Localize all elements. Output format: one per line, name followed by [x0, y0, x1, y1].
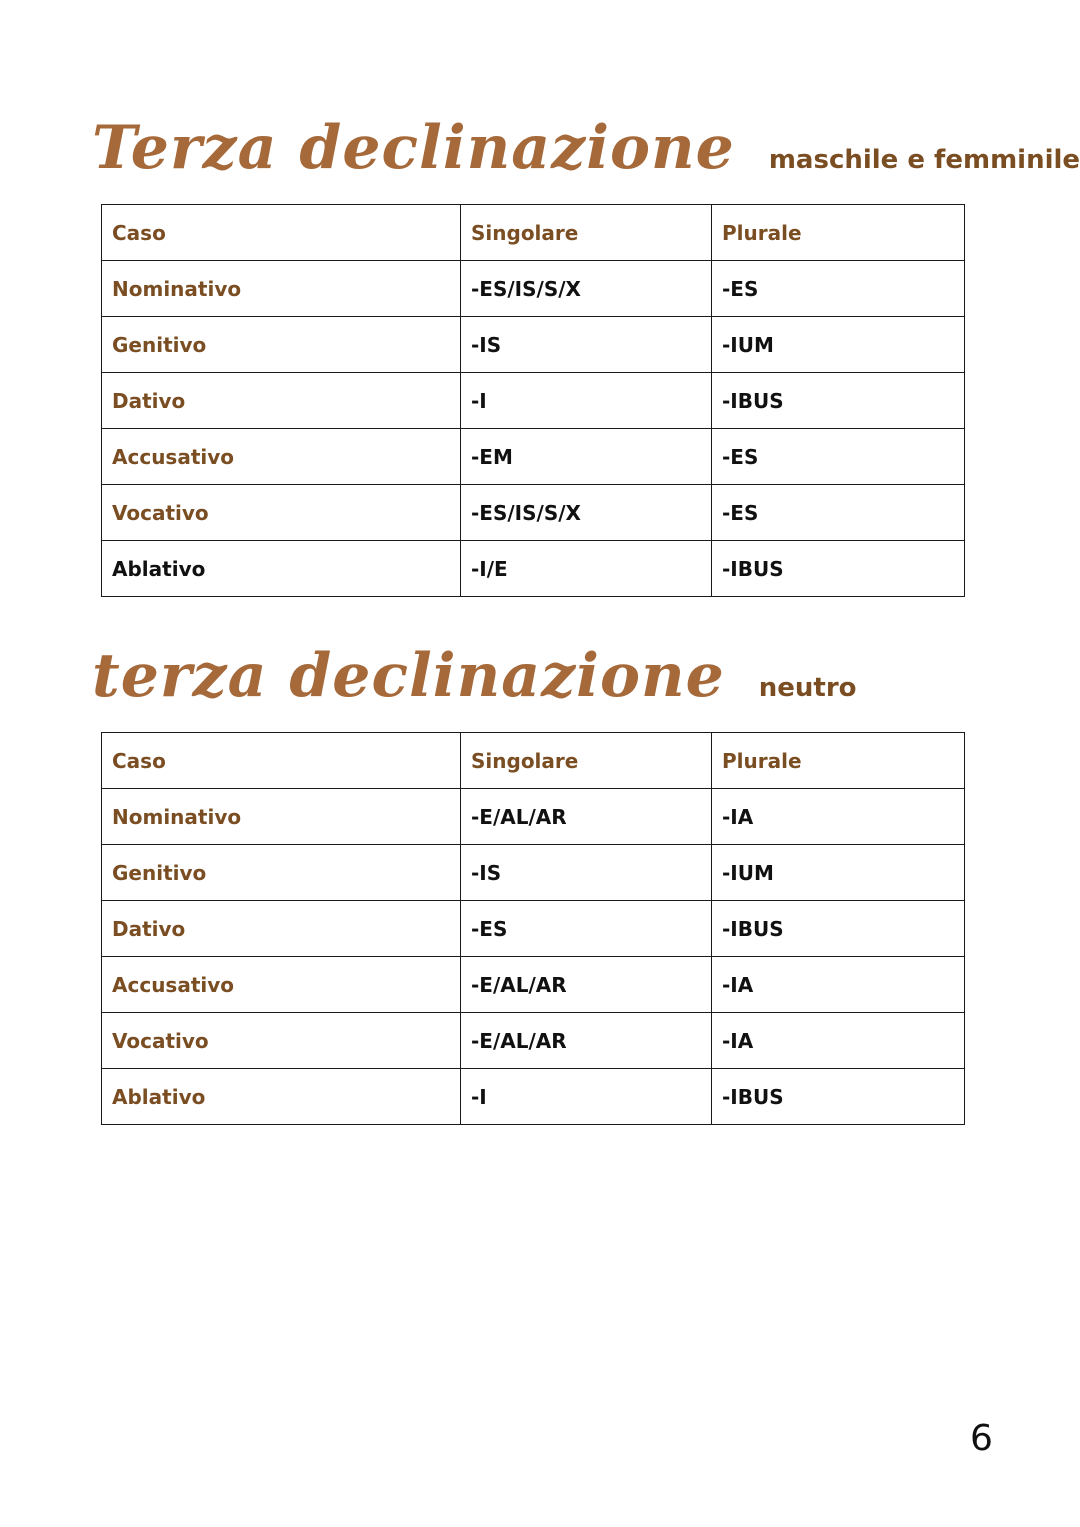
section-subtitle: neutro: [758, 673, 857, 703]
section-heading: Terza declinazione: [92, 113, 735, 183]
declension-table-neuter: [101, 732, 965, 1125]
header-singular: Singolare: [461, 205, 712, 261]
plural-ending: -IUM: [712, 317, 965, 373]
singular-ending: -I: [461, 1069, 712, 1125]
header-singular: Singolare: [461, 733, 712, 789]
singular-ending: -ES: [461, 901, 712, 957]
page-number: 6: [970, 1418, 993, 1459]
table-row: [102, 901, 965, 957]
singular-ending: -I/E: [461, 541, 712, 597]
case-name: Ablativo: [102, 541, 461, 597]
header-case: Caso: [102, 205, 461, 261]
case-name: Nominativo: [102, 789, 461, 845]
singular-ending: -I: [461, 373, 712, 429]
singular-ending: -IS: [461, 845, 712, 901]
case-name: Vocativo: [102, 1013, 461, 1069]
table-header-row: [102, 733, 965, 789]
case-name: Genitivo: [102, 317, 461, 373]
singular-ending: -IS: [461, 317, 712, 373]
section-title-masculine-feminine: [92, 113, 1080, 183]
singular-ending: -EM: [461, 429, 712, 485]
singular-ending: -E/AL/AR: [461, 1013, 712, 1069]
table-row: [102, 541, 965, 597]
plural-ending: -IA: [712, 957, 965, 1013]
declension-table-masculine-feminine: [101, 204, 965, 597]
plural-ending: -IBUS: [712, 373, 965, 429]
table-row: [102, 1069, 965, 1125]
case-name: Dativo: [102, 373, 461, 429]
header-plural: Plurale: [712, 205, 965, 261]
case-name: Dativo: [102, 901, 461, 957]
singular-ending: -ES/IS/S/X: [461, 485, 712, 541]
table-row: [102, 957, 965, 1013]
section-heading: terza declinazione: [92, 641, 725, 711]
plural-ending: -IBUS: [712, 1069, 965, 1125]
singular-ending: -E/AL/AR: [461, 789, 712, 845]
case-name: Ablativo: [102, 1069, 461, 1125]
plural-ending: -ES: [712, 485, 965, 541]
plural-ending: -IA: [712, 789, 965, 845]
plural-ending: -IBUS: [712, 901, 965, 957]
case-name: Accusativo: [102, 957, 461, 1013]
table-row: [102, 429, 965, 485]
table-row: [102, 845, 965, 901]
case-name: Genitivo: [102, 845, 461, 901]
singular-ending: -ES/IS/S/X: [461, 261, 712, 317]
table-row: [102, 261, 965, 317]
table-row: [102, 317, 965, 373]
case-name: Vocativo: [102, 485, 461, 541]
table-row: [102, 1013, 965, 1069]
plural-ending: -ES: [712, 429, 965, 485]
section-subtitle: maschile e femminile: [768, 145, 1080, 175]
plural-ending: -IUM: [712, 845, 965, 901]
table-row: [102, 373, 965, 429]
header-case: Caso: [102, 733, 461, 789]
section-title-neuter: [92, 641, 857, 711]
table-header-row: [102, 205, 965, 261]
plural-ending: -IBUS: [712, 541, 965, 597]
plural-ending: -ES: [712, 261, 965, 317]
header-plural: Plurale: [712, 733, 965, 789]
plural-ending: -IA: [712, 1013, 965, 1069]
table-row: [102, 485, 965, 541]
singular-ending: -E/AL/AR: [461, 957, 712, 1013]
case-name: Nominativo: [102, 261, 461, 317]
case-name: Accusativo: [102, 429, 461, 485]
table-row: [102, 789, 965, 845]
